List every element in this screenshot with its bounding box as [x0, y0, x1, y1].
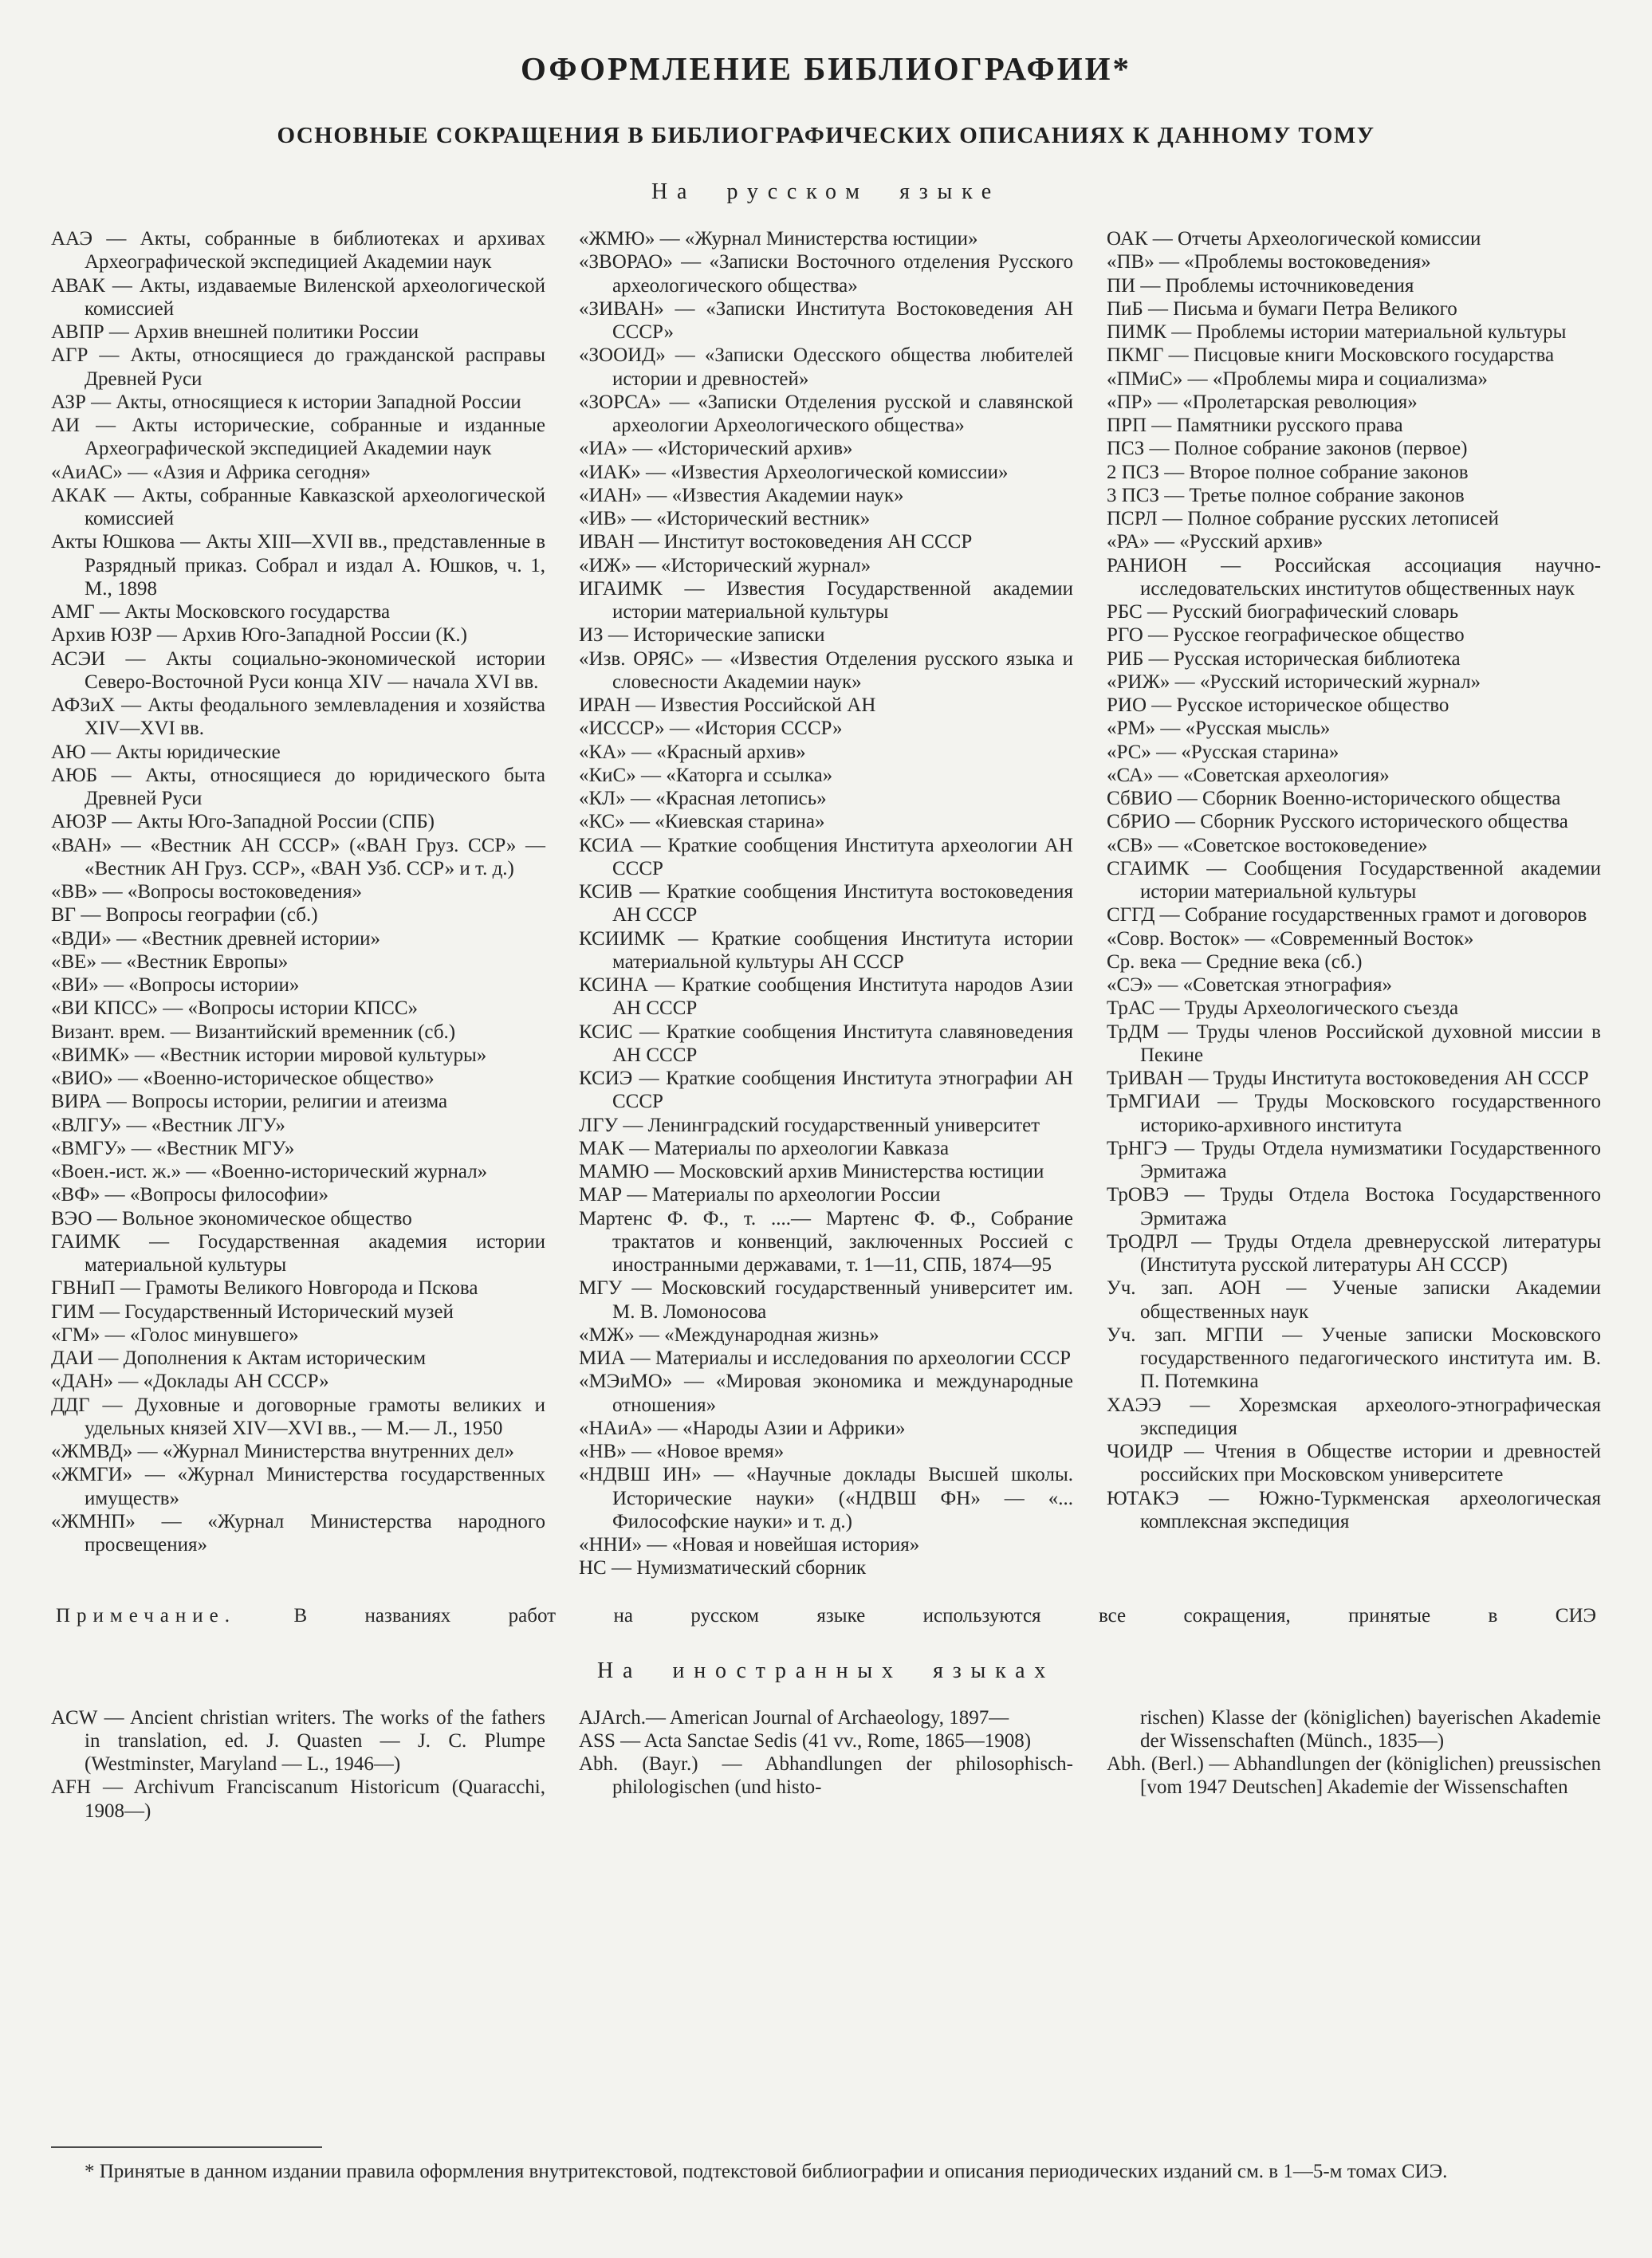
bibliography-entry: «ВЛГУ» — «Вестник ЛГУ» — [51, 1114, 285, 1136]
bibliography-entry: ПИ — Проблемы источниковедения — [1107, 274, 1414, 297]
bibliography-entry: МАР — Материалы по археологии России — [579, 1184, 941, 1206]
bibliography-entry: СГАИМК — Сообщения Государственной академии истории материальной культуры — [1107, 857, 1601, 903]
section-heading-foreign: На иностранных языках — [596, 1658, 1056, 1683]
bibliography-entry: КСИНА — Краткие сообщения Института народов Азии АН СССР — [579, 974, 1073, 1020]
bibliography-entry: ЛГУ — Ленинградский государственный университет — [579, 1114, 1040, 1136]
bibliography-entry: ВИРА — Вопросы истории, религии и атеизма — [51, 1091, 448, 1113]
bibliography-entry: МГУ — Московский государственный университет им. М. В. Ломоносова — [579, 1277, 1073, 1323]
bibliography-entry: МИА — Материалы и исследования по археологии СССР — [579, 1347, 1072, 1369]
bibliography-entry: «МЭиМО» — «Мировая экономика и международные отношения» — [579, 1371, 1073, 1416]
bibliography-entry: «РМ» — «Русская мысль» — [1107, 718, 1331, 740]
bibliography-entry: 2 ПСЗ — Второе полное собрание законов — [1107, 461, 1469, 483]
bibliography-entry: ПКМГ — Писцовые книги Московского государства — [1107, 344, 1555, 367]
bibliography-entry: ТрНГЭ — Труды Отдела нумизматики Государственного Эрмитажа — [1107, 1137, 1601, 1182]
bibliography-entry: «СВ» — «Советское востоковедение» — [1107, 834, 1428, 856]
bibliography-entry: «ИАН» — «Известия Академии наук» — [579, 484, 904, 506]
bibliography-entry: «КА» — «Красный архив» — [579, 741, 806, 763]
note-label: Примечание. — [56, 1604, 237, 1627]
bibliography-entry: АСЭИ — Акты социально-экономической истории Северо-Восточной Руси конца XIV — начала XVI вв. — [51, 647, 545, 693]
bibliography-entry: СбРИО — Сборник Русского исторического общества — [1107, 811, 1568, 833]
bibliography-entry: Abh. (Berl.) — Abhandlungen der (königlichen) preussischen [vom 1947 Deutschen] Akademie der Wissenschaften — [1107, 1753, 1601, 1799]
bibliography-entry: «ЖМЮ» — «Журнал Министерства юстиции» — [579, 228, 978, 250]
bibliography-entry: «ВЕ» — «Вестник Европы» — [51, 950, 289, 973]
bibliography-entry: РБС — Русский биографический словарь — [1107, 601, 1459, 623]
bibliography-entry: «ЗОРСА» — «Записки Отделения русской и славянской археологии Археологического общества» — [579, 391, 1073, 436]
bibliography-entry: rischen) Klasse der (königlichen) bayerischen Akademie der Wissenschaften (Münch., 1835—) — [1140, 1706, 1601, 1752]
bibliography-entry: «РИЖ» — «Русский исторический журнал» — [1107, 671, 1481, 693]
bibliography-entry: ИГАИМК — Известия Государственной академии истории материальной культуры — [579, 577, 1073, 623]
bibliography-entry: КСИС — Краткие сообщения Института славяноведения АН СССР — [579, 1021, 1073, 1066]
bibliography-entry: КСИЭ — Краткие сообщения Института этнографии АН СССР — [579, 1068, 1073, 1113]
bibliography-entry: ПиБ — Письма и бумаги Петра Великого — [1107, 297, 1457, 320]
bibliography-entry: «АиАС» — «Азия и Африка сегодня» — [51, 461, 371, 483]
bibliography-entry: Акты Юшкова — Акты XIII—XVII вв., представленные в Разрядный приказ. Собрал и издал А. Юшков, ч. 1, М., 1898 — [51, 531, 545, 600]
bibliography-entry: ААЭ — Акты, собранные в библиотеках и архивах Археографической экспедицией Академии наук — [51, 228, 545, 273]
bibliography-entry: AJArch.— American Journal of Archaeology, 1897— — [579, 1706, 1009, 1729]
bibliography-entry: ИВАН — Институт востоковедения АН СССР — [579, 531, 973, 553]
section-foreign — [51, 1658, 1601, 1823]
bibliography-entry: АЮБ — Акты, относящиеся до юридического быта Древней Руси — [51, 764, 545, 809]
bibliography-entry: АВПР — Архив внешней политики России — [51, 321, 419, 343]
bibliography-entry: ДАИ — Дополнения к Актам историческим — [51, 1347, 427, 1369]
bibliography-entry: «КС» — «Киевская старина» — [579, 811, 825, 833]
foreign-column-2 — [579, 1706, 1073, 1800]
bibliography-entry: «ЗООИД» — «Записки Одесского общества любителей истории и древностей» — [579, 344, 1073, 390]
foreign-column-1 — [51, 1706, 545, 1823]
bibliography-entry: «ВИО» — «Военно-историческое общество» — [51, 1068, 435, 1089]
bibliography-entry: «ВИМК» — «Вестник истории мировой культуры» — [51, 1044, 487, 1066]
bibliography-entry: «ВАН» — «Вестник АН СССР» («ВАН Груз. ССР» — «Вестник АН Груз. ССР», «ВАН Узб. ССР» и т. д.) — [51, 834, 545, 879]
bibliography-entry: АМГ — Акты Московского государства — [51, 601, 391, 623]
bibliography-entry: «ИЖ» — «Исторический журнал» — [579, 554, 871, 576]
page-subtitle: ОСНОВНЫЕ СОКРАЩЕНИЯ В БИБЛИОГРАФИЧЕСКИХ ОПИСАНИЯХ К ДАННОМУ ТОМУ — [277, 123, 1375, 148]
bibliography-entry: ИЗ — Исторические записки — [579, 624, 825, 647]
bibliography-entry: ХАЭЭ — Хорезмская археолого-этнографическая экспедиция — [1107, 1394, 1601, 1439]
bibliography-entry: «ВДИ» — «Вестник древней истории» — [51, 927, 380, 950]
bibliography-entry: «ПМиС» — «Проблемы мира и социализма» — [1107, 368, 1488, 390]
bibliography-entry: ASS — Acta Sanctae Sedis (41 vv., Rome, 1865—1908) — [579, 1729, 1032, 1752]
bibliography-entry: КСИВ — Краткие сообщения Института востоковедения АН СССР — [579, 881, 1073, 926]
footnote: * Принятые в данном издании правила оформления внутритекстовой, подтекстовой библиографии и описания периодических изданий см. в 1—5-м томах СИЭ. — [85, 2160, 1448, 2182]
footnote-rule — [51, 2146, 322, 2148]
bibliography-entry: СГГД — Собрание государственных грамот и договоров — [1107, 904, 1587, 926]
bibliography-entry: «Изв. ОРЯС» — «Известия Отделения русского языка и словесности Академии наук» — [579, 647, 1073, 693]
bibliography-entry: «ИВ» — «Исторический вестник» — [579, 508, 871, 529]
bibliography-entry: ДДГ — Духовные и договорные грамоты великих и удельных князей XIV—XVI вв., — М.— Л., 1950 — [51, 1394, 545, 1439]
bibliography-entry: «ДАН» — «Доклады АН СССР» — [51, 1371, 329, 1393]
bibliography-entry: «ВФ» — «Вопросы философии» — [51, 1184, 328, 1206]
bibliography-entry: ТрИВАН — Труды Института востоковедения АН СССР — [1107, 1068, 1589, 1089]
bibliography-entry: МАК — Материалы по археологии Кавказа — [579, 1137, 950, 1159]
bibliography-entry: 3 ПСЗ — Третье полное собрание законов — [1107, 484, 1465, 506]
bibliography-entry: «ЗИВАН» — «Записки Института Востоковедения АН СССР» — [579, 297, 1073, 343]
bibliography-entry: «Воен.-ист. ж.» — «Военно-исторический журнал» — [51, 1161, 488, 1182]
bibliography-entry: ТрДМ — Труды членов Российской духовной миссии в Пекине — [1107, 1021, 1601, 1066]
bibliography-entry: Abh. (Bayr.) — Abhandlungen der philosophisch-philologischen (und histo- — [579, 1753, 1073, 1799]
bibliography-entry: ВЭО — Вольное экономическое общество — [51, 1207, 412, 1229]
bibliography-entry: «ЖМГИ» — «Журнал Министерства государственных имуществ» — [51, 1464, 545, 1509]
bibliography-entry: ГАИМК — Государственная академия истории материальной культуры — [51, 1230, 545, 1276]
bibliography-entry: АЮЗР — Акты Юго-Западной России (СПБ) — [51, 811, 435, 833]
bibliography-entry: «ИА» — «Исторический архив» — [579, 438, 853, 460]
bibliography-entry: «РА» — «Русский архив» — [1107, 531, 1324, 553]
bibliography-entry: Ср. века — Средние века (сб.) — [1107, 950, 1363, 973]
bibliography-entry: «МЖ» — «Международная жизнь» — [579, 1324, 879, 1346]
note-text: В названиях работ на русском языке используются все сокращения, принятые в СИЭ — [293, 1604, 1596, 1627]
section-russian — [51, 179, 1601, 1580]
bibliography-entry: ИРАН — Известия Российской АН — [579, 694, 876, 716]
bibliography-entry: ПСРЛ — Полное собрание русских летописей — [1107, 508, 1499, 529]
bibliography-entry: ТрОВЭ — Труды Отдела Востока Государственного Эрмитажа — [1107, 1184, 1601, 1229]
bibliography-entry: АВАК — Акты, издаваемые Виленской археологической комиссией — [51, 274, 545, 320]
bibliography-entry: «НАиА» — «Народы Азии и Африки» — [579, 1417, 906, 1439]
bibliography-entry: АФЗиХ — Акты феодального землевладения и хозяйства XIV—XVI вв. — [51, 694, 545, 740]
bibliography-entry: AFH — Archivum Franciscanum Historicum (Quaracchi, 1908—) — [51, 1776, 545, 1822]
columns-russian — [51, 227, 1601, 1580]
bibliography-entry: «СЭ» — «Советская этнография» — [1107, 974, 1393, 996]
bibliography-entry: «ВИ КПСС» — «Вопросы истории КПСС» — [51, 997, 419, 1020]
bibliography-entry: РГО — Русское географическое общество — [1107, 624, 1465, 647]
russian-column-3 — [1107, 227, 1601, 1533]
bibliography-entry: ГИМ — Государственный Исторический музей — [51, 1300, 454, 1323]
bibliography-entry: ТрМГИАИ — Труды Московского государственного историко-архивного института — [1107, 1091, 1601, 1136]
bibliography-entry: «ПР» — «Пролетарская революция» — [1107, 391, 1418, 413]
bibliography-entry: ГВНиП — Грамоты Великого Новгорода и Пскова — [51, 1277, 478, 1300]
bibliography-entry: «ИАК» — «Известия Археологической комиссии» — [579, 461, 1009, 483]
bibliography-entry: НС — Нумизматический сборник — [579, 1557, 867, 1579]
bibliography-entry: ПСЗ — Полное собрание законов (первое) — [1107, 438, 1468, 460]
bibliography-entry: «РС» — «Русская старина» — [1107, 741, 1339, 763]
bibliography-entry: Визант. врем. — Византийский временник (сб.) — [51, 1021, 456, 1043]
bibliography-entry: «КЛ» — «Красная летопись» — [579, 788, 827, 809]
foreign-column-3 — [1107, 1706, 1601, 1800]
russian-column-1 — [51, 227, 545, 1556]
bibliography-entry: «ВВ» — «Вопросы востоковедения» — [51, 881, 362, 903]
bibliography-entry: РИО — Русское историческое общество — [1107, 694, 1449, 716]
bibliography-entry: ACW — Ancient christian writers. The works of the fathers in translation, ed. J. Quasten — J. C. Plumpe (Westminster, Maryland — L., 1946—) — [51, 1706, 545, 1775]
bibliography-entry: «КиС» — «Каторга и ссылка» — [579, 764, 833, 786]
bibliography-entry: ПИМК — Проблемы истории материальной культуры — [1107, 321, 1567, 343]
bibliography-entry: МАМЮ — Московский архив Министерства юстиции — [579, 1161, 1044, 1182]
bibliography-entry: АКАК — Акты, собранные Кавказской археологической комиссией — [51, 484, 545, 529]
bibliography-entry: Архив ЮЗР — Архив Юго-Западной России (К.) — [51, 624, 467, 647]
bibliography-entry: АИ — Акты исторические, собранные и изданные Археографической экспедицией Академии наук — [51, 415, 545, 460]
russian-column-2 — [579, 227, 1073, 1580]
bibliography-entry: АЗР — Акты, относящиеся к истории Западной России — [51, 391, 521, 413]
bibliography-entry: «НДВШ ИН» — «Научные доклады Высшей школы. Исторические науки» («НДВШ ФН» — «... Философские науки» и т. д.) — [579, 1464, 1073, 1532]
section-heading-russian: На русском языке — [651, 179, 1001, 204]
bibliography-entry: Мартенс Ф. Ф., т. ....— Мартенс Ф. Ф., Собрание трактатов и конвенций, заключенных Россией с иностранными державами, т. 1—11, СПБ, 1874—95 — [579, 1207, 1073, 1276]
bibliography-entry: «ПВ» — «Проблемы востоковедения» — [1107, 251, 1431, 273]
bibliography-entry: ОАК — Отчеты Археологической комиссии — [1107, 228, 1481, 250]
bibliography-entry: РАНИОН — Российская ассоциация научно-исследовательских институтов общественных наук — [1107, 554, 1601, 600]
bibliography-entry: «ЗВОРАО» — «Записки Восточного отделения Русского археологического общества» — [579, 251, 1073, 297]
bibliography-entry: Уч. зап. АОН — Ученые записки Академии общественных наук — [1107, 1277, 1601, 1323]
page-title: ОФОРМЛЕНИЕ БИБЛИОГРАФИИ* — [520, 50, 1132, 87]
bibliography-entry: ПРП — Памятники русского права — [1107, 415, 1403, 436]
bibliography-entry: «ВМГУ» — «Вестник МГУ» — [51, 1137, 295, 1159]
bibliography-entry: АГР — Акты, относящиеся до гражданской расправы Древней Руси — [51, 344, 545, 390]
bibliography-entry: «ЖМВД» — «Журнал Министерства внутренних дел» — [51, 1441, 515, 1462]
bibliography-entry: «ГМ» — «Голос минувшего» — [51, 1324, 299, 1346]
bibliography-entry: ТрОДРЛ — Труды Отдела древнерусской литературы (Института русской литературы АН СССР) — [1107, 1230, 1601, 1276]
bibliography-entry: «ИСССР» — «История СССР» — [579, 718, 843, 740]
bibliography-entry: СбВИО — Сборник Военно-исторического общества — [1107, 788, 1561, 809]
bibliography-entry: КСИИМК — Краткие сообщения Института истории материальной культуры АН СССР — [579, 927, 1073, 973]
bibliography-entry: АЮ — Акты юридические — [51, 741, 281, 763]
bibliography-entry: ТрАС — Труды Археологического съезда — [1107, 997, 1459, 1020]
bibliography-entry: «Совр. Восток» — «Современный Восток» — [1107, 927, 1474, 950]
bibliography-entry: ЮТАКЭ — Южно-Туркменская археологическая комплексная экспедиция — [1107, 1487, 1601, 1532]
bibliography-entry: ВГ — Вопросы географии (сб.) — [51, 904, 318, 926]
note — [51, 1604, 1601, 1628]
bibliography-entry: «НВ» — «Новое время» — [579, 1441, 785, 1462]
bibliography-entry: «СА» — «Советская археология» — [1107, 764, 1390, 786]
bibliography-entry: «ННИ» — «Новая и новейшая история» — [579, 1534, 920, 1556]
bibliography-entry: РИБ — Русская историческая библиотека — [1107, 647, 1461, 670]
bibliography-entry: «ЖМНП» — «Журнал Министерства народного просвещения» — [51, 1510, 545, 1556]
footnote-block — [51, 2146, 1601, 2185]
bibliography-entry: КСИА — Краткие сообщения Института археологии АН СССР — [579, 834, 1073, 879]
columns-foreign — [51, 1706, 1601, 1823]
bibliography-entry: Уч. зап. МГПИ — Ученые записки Московского государственного педагогического института им. В. П. Потемкина — [1107, 1324, 1601, 1393]
bibliography-entry: ЧОИДР — Чтения в Обществе истории и древностей российских при Московском университете — [1107, 1441, 1601, 1486]
bibliography-entry: «ВИ» — «Вопросы истории» — [51, 974, 300, 996]
